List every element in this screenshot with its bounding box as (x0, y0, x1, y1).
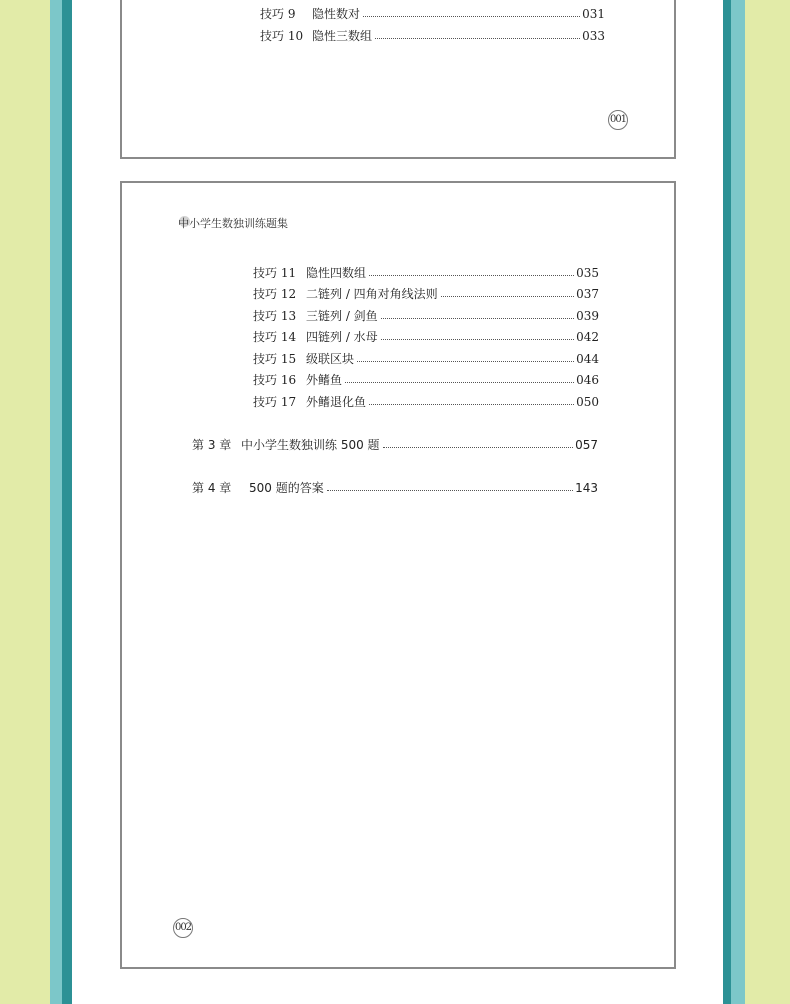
toc-page-001 (120, 0, 676, 159)
chapter-label: 第 3 章 (192, 438, 232, 452)
page-number: 001 (608, 110, 628, 130)
toc-entry-label: 技巧 16 (253, 373, 297, 387)
toc-entry-label: 技巧 13 (253, 309, 297, 323)
dot-leader (375, 37, 580, 39)
dot-leader (357, 360, 574, 362)
toc-entry-title: 外鳍鱼 (306, 373, 343, 387)
toc-entry-label: 技巧 12 (253, 287, 297, 301)
dot-leader (381, 317, 574, 319)
right-dark-band (723, 0, 731, 1004)
toc-entry-page: 050 (576, 395, 599, 409)
dot-leader (363, 15, 580, 17)
toc-entry-title: 外鳍退化鱼 (306, 395, 367, 409)
toc-entry[interactable] (260, 29, 605, 43)
toc-entry[interactable] (253, 287, 599, 301)
toc-entry-title: 三链列 / 剑鱼 (306, 309, 378, 323)
toc-entry[interactable] (253, 266, 599, 280)
toc-entry-title: 隐性四数组 (306, 266, 367, 280)
dot-leader (381, 338, 574, 340)
toc-entry-title: 隐性三数组 (312, 29, 373, 43)
toc-entry[interactable] (253, 395, 599, 409)
toc-entry-title: 级联区块 (306, 352, 355, 366)
toc-entry-title: 二链列 / 四角对角线法则 (306, 287, 438, 301)
book-title-header: 中小学生数独训练题集 (178, 217, 288, 230)
toc-entry-label: 技巧 11 (253, 266, 297, 280)
toc-entry-label: 技巧 10 (260, 29, 304, 43)
toc-entry[interactable] (253, 309, 599, 323)
chapter-page: 057 (575, 438, 598, 452)
toc-entry-title: 隐性数对 (312, 7, 361, 21)
toc-entry[interactable] (260, 7, 605, 21)
chapter-entry[interactable] (192, 481, 598, 495)
dot-leader (345, 381, 574, 383)
chapter-entry[interactable] (192, 438, 598, 452)
right-light-band (731, 0, 745, 1004)
toc-entry-label: 技巧 9 (260, 7, 296, 21)
dot-leader (441, 295, 574, 297)
toc-entry-page: 035 (576, 266, 599, 280)
toc-entry[interactable] (253, 352, 599, 366)
toc-entry-label: 技巧 14 (253, 330, 297, 344)
toc-entry-page: 046 (576, 373, 599, 387)
toc-entry-label: 技巧 17 (253, 395, 297, 409)
toc-entry-page: 039 (576, 309, 599, 323)
chapter-label: 第 4 章 (192, 481, 232, 495)
dot-leader (369, 403, 574, 405)
dot-leader (369, 274, 574, 276)
toc-entry-label: 技巧 15 (253, 352, 297, 366)
toc-entry[interactable] (253, 373, 599, 387)
toc-entry[interactable] (253, 330, 599, 344)
toc-page-002 (120, 181, 676, 969)
toc-entry-page: 037 (576, 287, 599, 301)
left-dark-band (62, 0, 72, 1004)
chapter-title: 中小学生数独训练 500 题 (241, 438, 380, 452)
left-light-band (50, 0, 62, 1004)
page-number: 002 (173, 918, 193, 938)
dot-leader (383, 446, 574, 448)
toc-entry-page: 044 (576, 352, 599, 366)
toc-entry-page: 033 (582, 29, 605, 43)
toc-entry-title: 四链列 / 水母 (306, 330, 378, 344)
chapter-page: 143 (575, 481, 598, 495)
chapter-title: 500 题的答案 (249, 481, 324, 495)
toc-entry-page: 031 (582, 7, 605, 21)
toc-entry-page: 042 (576, 330, 599, 344)
dot-leader (327, 489, 573, 491)
